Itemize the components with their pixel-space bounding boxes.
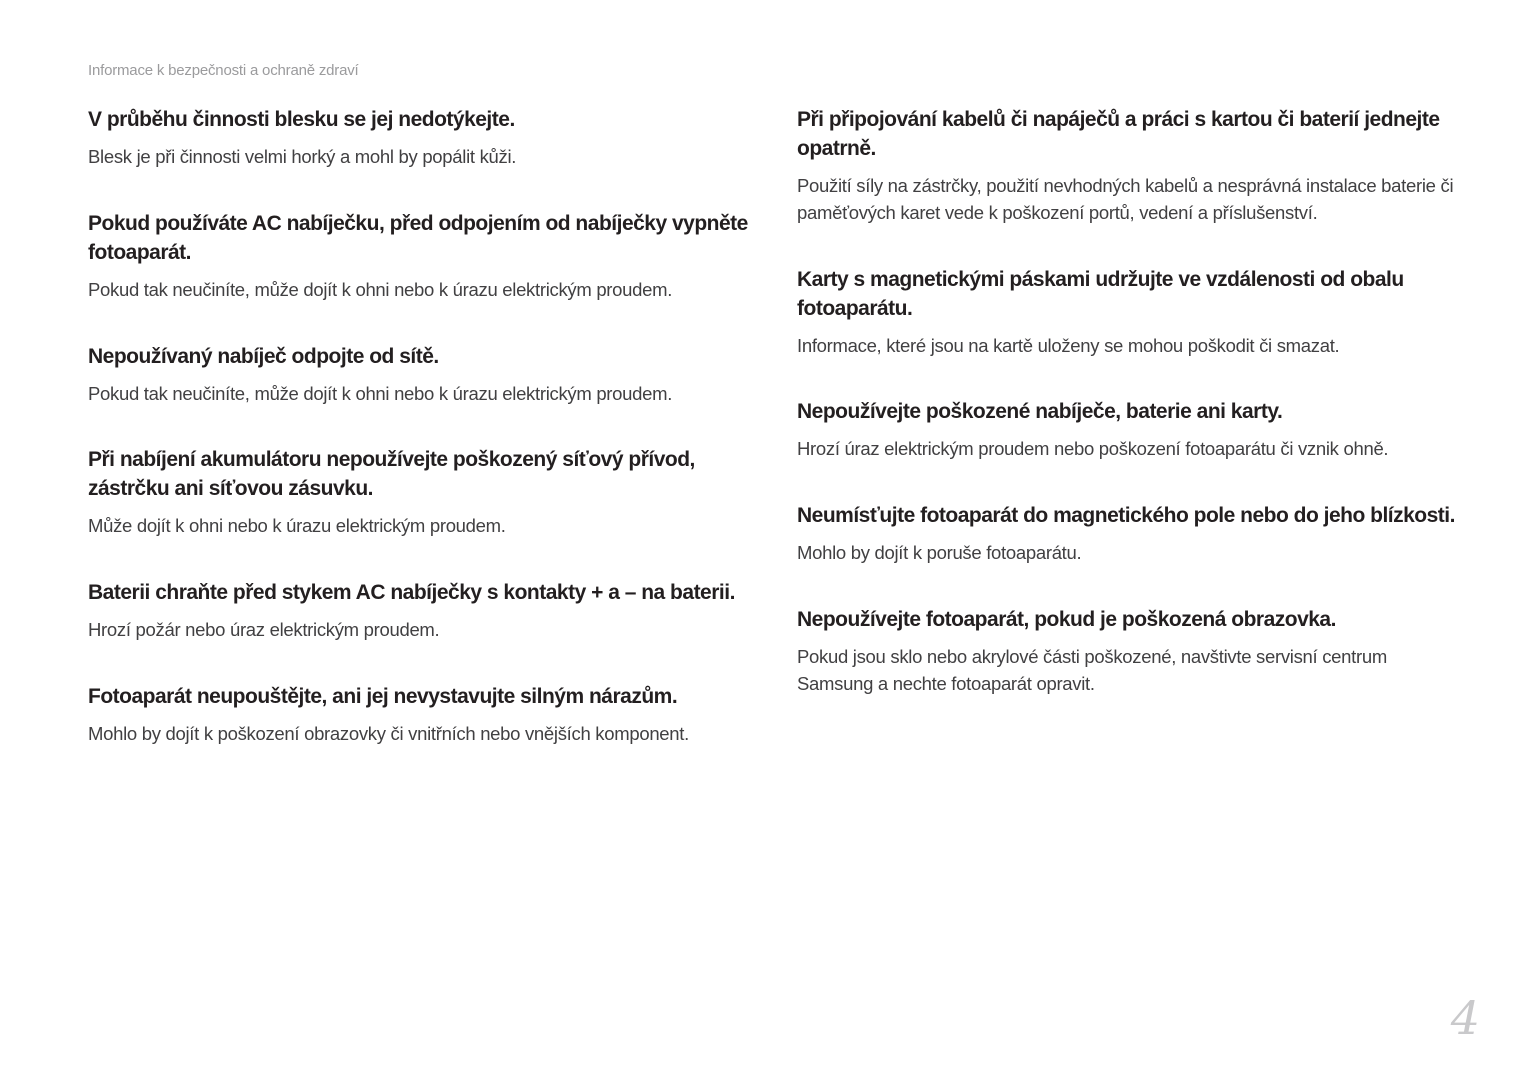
section-body: Mohlo by dojít k poškození obrazovky či vnitřních nebo vnějších komponent. [88,722,689,744]
section-heading: Fotoaparát neupouštějte, ani jej nevystavujte silným nárazům. [88,684,678,708]
section-heading: Při nabíjení akumulátoru nepoužívejte poškozený síťový přívod, zástrčku ani síťovou zásuvku. [88,448,695,501]
section-heading: V průběhu činnosti blesku se jej nedotýkejte. [88,108,515,131]
section-heading: Pokud používáte AC nabíječku, před odpojením od nabíječky vypněte fotoaparát. [88,211,748,264]
right-column [797,106,1459,736]
section-heading: Nepoužívejte poškozené nabíječe, baterie ani karty. [797,400,1283,424]
section-body: Blesk je při činnosti velmi horký a mohl by popálit kůži. [88,145,517,167]
safety-section [88,106,750,171]
safety-section [797,606,1459,698]
safety-section [797,398,1459,463]
left-column [88,106,750,787]
section-heading: Nepoužívaný nabíječ odpojte od sítě. [88,344,439,368]
section-body: Hrozí úraz elektrickým proudem nebo poškození fotoaparátu či vznik ohně. [797,438,1389,460]
section-body: Hrozí požár nebo úraz elektrickým proudem. [88,619,440,641]
section-heading: Při připojování kabelů či napáječů a práci s kartou či baterií jednejte opatrně. [797,108,1440,160]
section-body: Pokud tak neučiníte, může dojít k ohni nebo k úrazu elektrickým proudem. [88,278,673,300]
section-heading: Baterii chraňte před stykem AC nabíječky s kontakty + a – na baterii. [88,581,735,605]
section-heading: Nepoužívejte fotoaparát, pokud je poškozená obrazovka. [797,607,1336,631]
running-header: Informace k bezpečnosti a ochraně zdraví [88,62,359,79]
safety-section [797,266,1459,360]
section-body: Informace, které jsou na kartě uloženy se mohou poškodit či smazat. [797,334,1340,356]
safety-section [88,343,750,408]
section-body: Mohlo by dojít k poruše fotoaparátu. [797,542,1082,564]
safety-section [88,446,750,540]
section-body: Pokud jsou sklo nebo akrylové části poškozené, navštivte servisní centrum Samsung a nechte fotoaparát opravit. [797,645,1387,694]
section-heading: Karty s magnetickými páskami udržujte ve vzdálenosti od obalu fotoaparátu. [797,267,1404,320]
section-body: Pokud tak neučiníte, může dojít k ohni nebo k úrazu elektrickým proudem. [88,382,673,404]
safety-section [797,106,1459,227]
section-body: Použití síly na zástrčky, použití nevhodných kabelů a nesprávná instalace baterie či paměťových karet vede k poškození portů, vedení a příslušenství. [797,174,1454,223]
section-body: Může dojít k ohni nebo k úrazu elektrickým proudem. [88,515,506,537]
safety-section [88,579,750,644]
safety-section [88,210,750,304]
section-heading: Neumísťujte fotoaparát do magnetického pole nebo do jeho blízkosti. [797,504,1455,528]
safety-section [797,502,1459,567]
safety-section [88,683,750,748]
page-number: 4 [1450,991,1480,1045]
